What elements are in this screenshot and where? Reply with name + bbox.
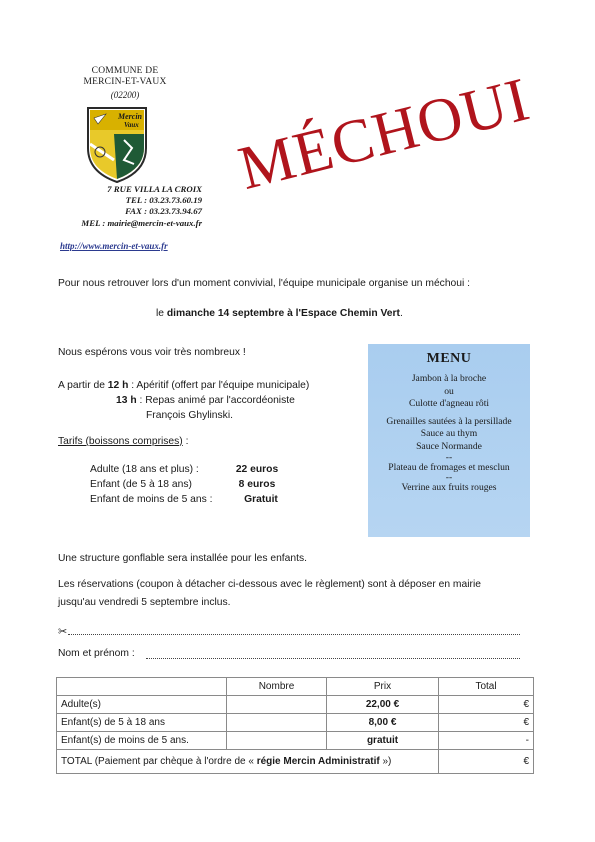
menu-title: MENU — [426, 351, 472, 366]
commune-name — [60, 66, 190, 88]
total-payee: régie Mercin Administratif — [256, 756, 380, 767]
name-field-line[interactable] — [146, 658, 520, 659]
total-suffix: ») — [379, 756, 392, 767]
schedule-time-12: 12 h — [107, 380, 129, 391]
commune-line1: COMMUNE DE — [91, 66, 159, 76]
header-prix: Prix — [327, 678, 439, 696]
address-mel: MEL : mairie@mercin-et-vaux.fr — [81, 217, 202, 228]
postal-code: (02200) — [110, 90, 140, 100]
row-nombre-input[interactable] — [227, 696, 327, 714]
table-total-row — [57, 750, 534, 774]
address-street: 7 RUE VILLA LA CROIX — [107, 184, 202, 194]
row-total[interactable]: € — [439, 696, 534, 714]
menu-separator: -- — [445, 451, 453, 463]
commune-crest-icon — [84, 104, 150, 184]
cut-line — [58, 627, 520, 639]
structure-text: Une structure gonflable sera installée pour les enfants. — [58, 553, 307, 564]
event-date: dimanche 14 septembre à l'Espace Chemin Vert — [166, 308, 400, 319]
row-nombre-input[interactable] — [227, 714, 327, 732]
tarif-value-adulte: 22 euros — [235, 464, 279, 475]
svg-text:Vaux: Vaux — [124, 121, 139, 129]
address-fax: FAX : 03.23.73.94.67 — [125, 206, 202, 217]
menu-separator: -- — [445, 472, 453, 484]
tarif-value-moins5: Gratuit — [244, 494, 278, 505]
table-row — [57, 696, 534, 714]
menu-item: Verrine aux fruits rouges — [401, 482, 497, 494]
schedule-prefix: A partir de — [58, 380, 108, 391]
menu-item: Plateau de fromages et mesclun — [388, 461, 510, 473]
event-date-line — [156, 307, 403, 320]
row-price: 8,00 € — [327, 714, 439, 732]
table-row — [57, 714, 534, 732]
tarif-label-adulte: Adulte (18 ans et plus) : — [90, 464, 199, 475]
schedule-line1 — [58, 379, 309, 392]
row-total[interactable]: € — [439, 714, 534, 732]
name-label: Nom et prénom : — [58, 648, 135, 659]
tarifs-heading-text: Tarifs (boissons comprises) — [58, 436, 183, 447]
tarif-label-moins5: Enfant de moins de 5 ans : — [90, 494, 213, 505]
schedule-line3: François Ghylinski. — [146, 410, 233, 421]
row-label: Adulte(s) — [57, 696, 227, 714]
grand-total[interactable]: € — [439, 750, 534, 774]
menu-item: Culotte d'agneau rôti — [408, 398, 490, 410]
reservation-line1: Les réservations (coupon à détacher ci-dessous avec le règlement) sont à déposer en mairie — [58, 579, 481, 590]
schedule-repas: : Repas animé par l'accordéoniste — [136, 395, 295, 406]
event-date-suffix: . — [399, 308, 403, 319]
tarifs-heading-suffix: : — [182, 436, 189, 447]
table-row — [57, 732, 534, 750]
scissors-icon: ✂ — [58, 626, 68, 638]
schedule-time-13: 13 h — [116, 395, 137, 406]
tarif-label-enfant: Enfant (de 5 à 18 ans) — [90, 479, 192, 490]
address-tel: TEL : 03.23.73.60.19 — [125, 195, 202, 206]
tarifs-heading — [58, 435, 188, 448]
row-price: gratuit — [327, 732, 439, 750]
name-field-row[interactable] — [58, 648, 520, 662]
reservation-line2: jusqu'au vendredi 5 septembre inclus. — [58, 597, 231, 608]
menu-item: Grenailles sautées à la persillade — [386, 415, 512, 427]
cut-line-dots — [68, 634, 520, 635]
address-block — [52, 184, 202, 229]
commune-line2: MERCIN-ET-VAUX — [83, 77, 167, 87]
schedule-aperitif: : Apéritif (offert par l'équipe municipale) — [128, 380, 310, 391]
menu-item: Sauce Normande — [416, 440, 482, 452]
row-price: 22,00 € — [327, 696, 439, 714]
reservation-table — [56, 677, 534, 774]
schedule-line2 — [116, 394, 295, 407]
menu-box — [368, 344, 530, 537]
hope-text: Nous espérons vous voir très nombreux ! — [58, 347, 246, 358]
tarif-value-enfant: 8 euros — [238, 479, 276, 490]
menu-item: Jambon à la broche — [411, 373, 487, 384]
page-title: MÉCHOUI — [232, 65, 537, 203]
total-prefix: TOTAL (Paiement par chèque à l'ordre de « — [61, 756, 257, 767]
menu-item: Sauce au thym — [420, 428, 478, 440]
header-label — [57, 678, 227, 696]
header-nombre: Nombre — [227, 678, 327, 696]
row-label: Enfant(s) de moins de 5 ans. — [57, 732, 227, 750]
total-label — [57, 750, 439, 774]
website-link[interactable]: http://www.mercin-et-vaux.fr — [60, 241, 168, 251]
intro-text: Pour nous retrouver lors d'un moment convivial, l'équipe municipale organise un méchoui : — [58, 278, 471, 289]
row-nombre-input[interactable] — [227, 732, 327, 750]
header-total: Total — [439, 678, 534, 696]
row-label: Enfant(s) de 5 à 18 ans — [57, 714, 227, 732]
event-date-prefix: le — [156, 308, 167, 319]
menu-items — [368, 373, 530, 495]
svg-text:Mercin: Mercin — [118, 112, 142, 121]
row-total[interactable]: - — [439, 732, 534, 750]
menu-item: ou — [444, 385, 454, 397]
table-header-row — [57, 678, 534, 696]
